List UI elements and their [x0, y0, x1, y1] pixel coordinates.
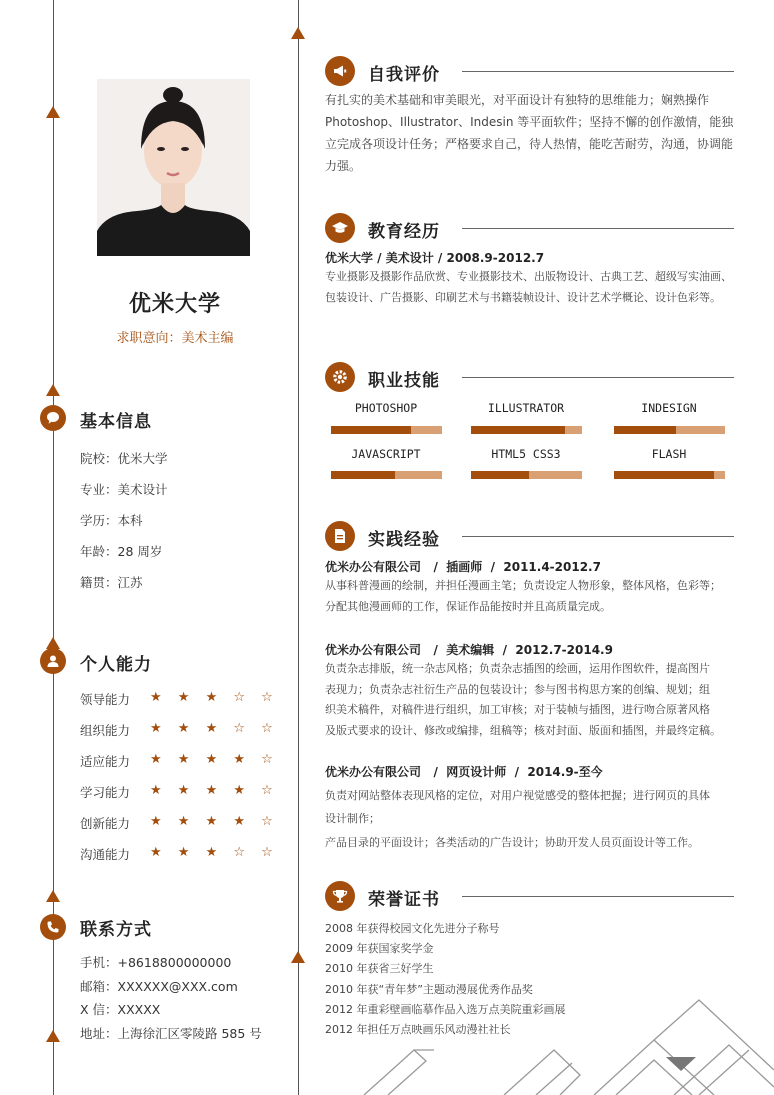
honor-item: 2009 年获国家奖学金 [325, 942, 434, 955]
skill-bar [614, 426, 725, 434]
timeline-arrow [46, 890, 60, 902]
basic-info-row: 学历：本科 [80, 513, 143, 528]
skills-title: 职业技能 [368, 371, 440, 391]
job-intent: 求职意向：美术主编 [116, 331, 234, 346]
timeline-arrow [46, 106, 60, 118]
basic-info-row: 年龄：28 周岁 [80, 544, 163, 559]
job-line: 产品目录的平面设计；各类活动的广告设计；协助开发人员页面设计等工作。 [325, 836, 699, 849]
job-line: 负责杂志排版，统一杂志风格；负责杂志插图的绘画，运用作图软件，提高图片 [325, 662, 710, 675]
section-divider [462, 536, 734, 537]
skill-bar [331, 426, 442, 434]
self-eval-text: 有扎实的美术基础和审美眼光，对平面设计有独特的思维能力；娴熟操作 Photoshop、Illustrator、Indesin 等平面软件；坚持不懈的创作激情，能独立完成各项设计任务；严格要求自己，待人热情，能吃苦耐劳，沟通，协调能力强。 [325, 93, 734, 173]
job-line: 织美术稿件，对稿件进行组织，加工审核；对于装帧与插图，进行吻合原著风格 [325, 703, 710, 716]
practice-title: 实践经验 [368, 530, 440, 550]
job-line: 及版式要求的设计、修改或编排，组稿等；核对封面、版面和插图，并最终定稿。 [325, 724, 721, 737]
skill-name: PHOTOSHOP [354, 401, 418, 415]
honor-item: 2010 年获省三好学生 [325, 962, 434, 975]
timeline-arrow [46, 384, 60, 396]
ability-label: 沟通能力 [80, 847, 131, 862]
job-line: 表现力；负责杂志社衍生产品的包装设计；参与图书构思方案的创编、规划；组 [325, 683, 710, 696]
education-head: 优米大学 / 美术设计 / 2008.9-2012.7 [325, 251, 545, 265]
timeline-arrow [291, 27, 305, 39]
skill-bar [331, 471, 442, 479]
contact-wechat: X 信：XXXXX [80, 1002, 161, 1017]
ability-label: 领导能力 [80, 692, 131, 707]
basic-info-row: 专业：美术设计 [80, 482, 168, 497]
person-icon [40, 648, 66, 674]
honors-title: 荣誉证书 [368, 890, 440, 910]
star-rating: ★ ★ ★ ★ ☆ [150, 752, 279, 767]
gear-icon [325, 362, 355, 392]
ability-title: 个人能力 [80, 655, 152, 675]
skill-bar [614, 471, 725, 479]
candidate-name: 优米大学 [128, 292, 221, 317]
job-line: 设计制作； [325, 812, 380, 825]
center-timeline [298, 0, 299, 1095]
job-head: 优米办公有限公司 / 美术编辑 / 2012.7-2014.9 [325, 643, 613, 657]
ability-label: 学习能力 [80, 785, 131, 800]
star-rating: ★ ★ ★ ☆ ☆ [150, 690, 279, 705]
ability-label: 组织能力 [80, 723, 131, 738]
job-line: 从事科普漫画的绘制，并担任漫画主笔；负责设定人物形象，整体风格，色彩等； [325, 579, 721, 592]
section-divider [462, 71, 734, 72]
portrait-illustration [97, 79, 250, 256]
star-rating: ★ ★ ★ ☆ ☆ [150, 845, 279, 860]
basic-info-row: 院校：优米大学 [80, 451, 168, 466]
contact-title: 联系方式 [80, 920, 152, 940]
trophy-icon [325, 881, 355, 911]
skill-bar [471, 471, 582, 479]
skill-name: JAVASCRIPT [351, 447, 421, 461]
portrait-photo [97, 79, 250, 256]
decorative-geometric-pattern [354, 995, 774, 1095]
chat-bubble-icon [40, 405, 66, 431]
basic-info-title: 基本信息 [80, 412, 152, 432]
skill-name: INDESIGN [641, 401, 697, 415]
skill-name: HTML5 CSS3 [491, 447, 561, 461]
job-line: 负责对网站整体表现风格的定位，对用户视觉感受的整体把握；进行网页的具体 [325, 789, 710, 802]
document-icon [325, 521, 355, 551]
skill-bar [471, 426, 582, 434]
section-divider [462, 896, 734, 897]
education-title: 教育经历 [368, 222, 440, 242]
star-rating: ★ ★ ★ ★ ☆ [150, 814, 279, 829]
megaphone-icon [325, 56, 355, 86]
basic-info-row: 籍贯：江苏 [80, 575, 143, 590]
graduation-cap-icon [325, 213, 355, 243]
section-divider [462, 377, 734, 378]
ability-label: 适应能力 [80, 754, 131, 769]
job-head: 优米办公有限公司 / 网页设计师 / 2014.9-至今 [325, 765, 603, 779]
skill-name: ILLUSTRATOR [487, 401, 565, 415]
education-text: 专业摄影及摄影作品欣赏、专业摄影技术、出版物设计、古典工艺、超级写实油画、包装设计、广告摄影、印刷艺术与书籍装帧设计、设计艺术学概论、设计色彩等。 [325, 270, 732, 304]
contact-email: 邮箱：XXXXXX@XXX.com [80, 979, 238, 994]
honor-item: 2010 年获“青年梦”主题动漫展优秀作品奖 [325, 983, 533, 996]
contact-address: 地址：上海徐汇区零陵路 585 号 [80, 1026, 262, 1041]
star-rating: ★ ★ ★ ☆ ☆ [150, 721, 279, 736]
job-head: 优米办公有限公司 / 插画师 / 2011.4-2012.7 [325, 560, 601, 574]
honor-item: 2008 年获得校园文化先进分子称号 [325, 922, 500, 935]
ability-label: 创新能力 [80, 816, 131, 831]
timeline-arrow [46, 1030, 60, 1042]
honor-item: 2012 年重彩壁画临摹作品入选万点美院重彩画展 [325, 1003, 566, 1016]
section-divider [462, 228, 734, 229]
honor-item: 2012 年担任万点映画乐风动漫社社长 [325, 1023, 511, 1036]
self-eval-title: 自我评价 [368, 65, 440, 85]
star-rating: ★ ★ ★ ★ ☆ [150, 783, 279, 798]
phone-icon [40, 914, 66, 940]
job-line: 分配其他漫画师的工作，保证作品能按时并且高质量完成。 [325, 600, 611, 613]
contact-phone: 手机：+8618800000000 [80, 955, 232, 970]
timeline-arrow [291, 951, 305, 963]
skill-name: FLASH [651, 447, 687, 461]
